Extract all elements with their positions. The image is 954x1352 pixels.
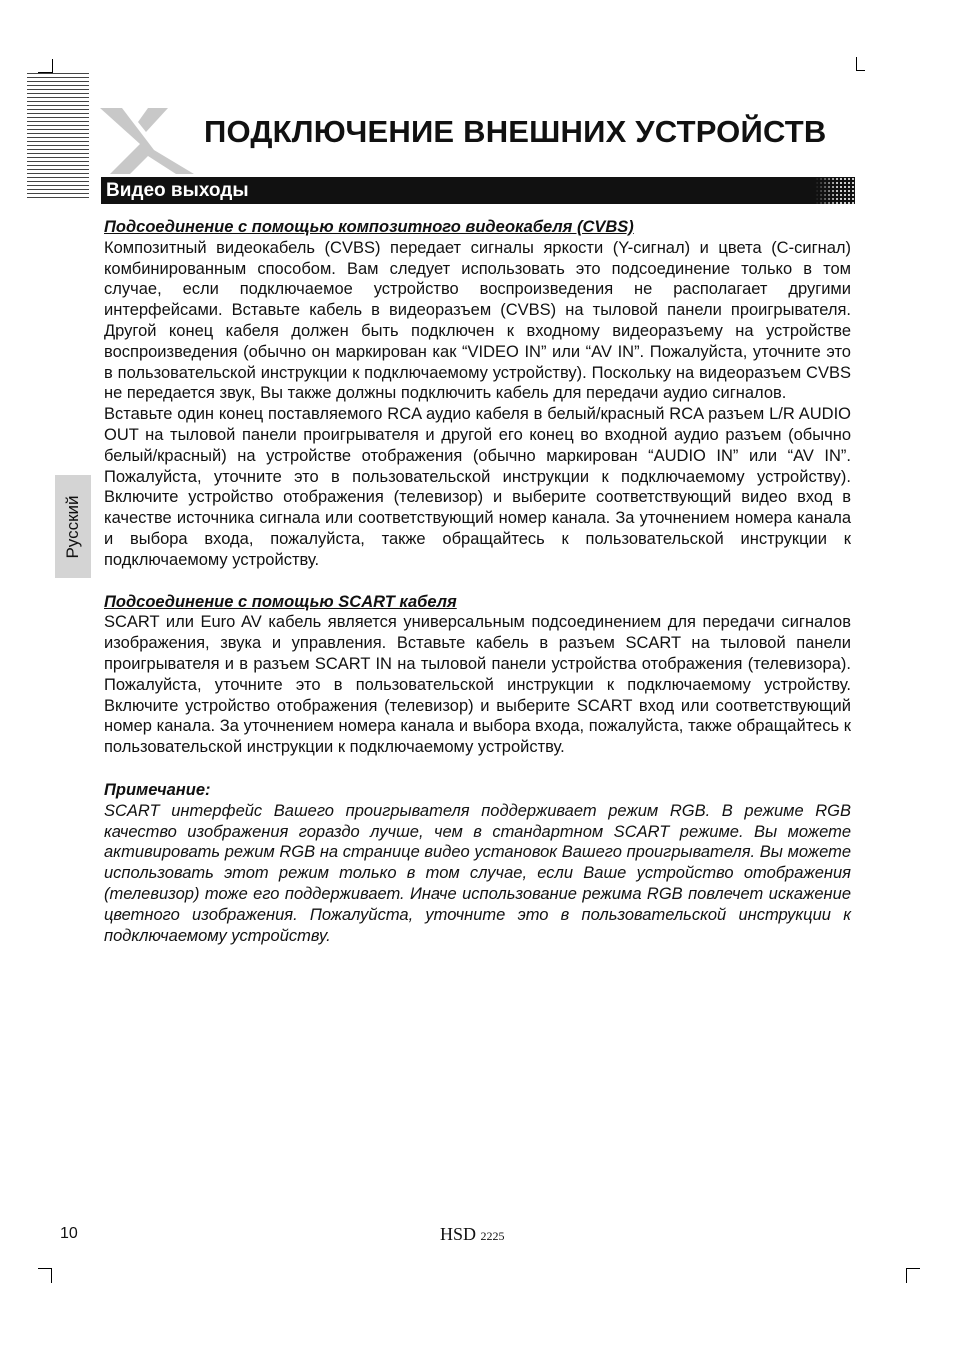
section-title: Видео выходы	[106, 180, 249, 201]
crop-mark-bottom-right-h	[906, 1268, 920, 1269]
cvbs-paragraph-2: Вставьте один конец поставляемого RCA аудио кабеля в белый/красный RCA разъем L/R AUDIO OUT на тыловой панели проигрывателя и другой его конец во входной аудио разъем (обычно белый/красный) на устройстве отображения (обычно маркирован “AUDIO IN” или “AV IN”. Пожалуйста, уточните это в пользовательской инструкции к подключаемому устройству). Включите устройство отображения (телевизор) и выберите соответствующий видео вход в качестве источника сигнала или соответствующий номер канала. За уточнением номера канала и выбора входа, пожалуйста, также обращайтесь к пользовательской инструкции к подключаемому устройству.	[104, 405, 851, 569]
crop-mark-top-right-v	[856, 57, 857, 71]
footer-model-number: 2225	[480, 1229, 505, 1243]
language-side-tab-label: Русский	[63, 494, 82, 559]
scart-paragraph: SCART или Euro AV кабель является универсальным подсоединением для передачи сигналов изображения, звука и управления. Вставьте кабель в разъем SCART на тыловой панели проигрывателя и в разъем SCART IN на тыловой панели устройства отображения (телевизора). Пожалуйста, уточните это в пользовательской инструкции к подключаемому устройству. Включите устройство отображения (телевизор) и выберите SCART вход или соответствующий номер канала. За уточнением номера канала и выбора входа, пожалуйста, также обращайтесь к пользовательской инструкции к подключаемому устройству.	[104, 613, 851, 757]
spacer	[104, 758, 851, 780]
main-content	[104, 217, 851, 946]
cvbs-heading: Подсоединение с помощью композитного видеокабеля (CVBS)	[104, 218, 634, 236]
note-text: SCART интерфейс Вашего проигрывателя поддерживает режим RGB. В режиме RGB качество изображения гораздо лучше, чем в стандартном SCART режиме. Вы можете активировать режим RGB на странице видео установок Вашего проигрывателя. Вы можете использовать этот режим только в том случае, если Ваше устройство отображения (телевизор) тоже его поддерживает. Иначе использование режима RGB повлечет искажение цветного изображения. Пожалуйста, уточните это в пользовательской инструкции к подключаемому устройству.	[104, 801, 851, 945]
header-stripes-decoration	[27, 73, 89, 201]
crop-mark-bottom-left-v	[51, 1268, 52, 1283]
crop-mark-top-left-v	[52, 59, 53, 73]
crop-mark-bottom-right-v	[906, 1268, 907, 1283]
footer-model-name: HSD	[440, 1224, 477, 1244]
page-title: ПОДКЛЮЧЕНИЕ ВНЕШНИХ УСТРОЙСТВ	[204, 114, 827, 149]
cvbs-paragraph-1: Композитный видеокабель (CVBS) передает сигналы яркости (Y-сигнал) и цвета (C-сигнал) комбинированным способом. Вам следует использовать это подсоединение только в том случае, если подключаемое устройство воспроизведения не располагает другими интерфейсами. Вставьте кабель в видеоразъем (CVBS) на тыловой панели проигрывателя. Другой конец кабеля должен быть подключен к входному видеоразъему на устройстве воспроизведения (обычно он маркирован как “VIDEO IN” или “AV IN”. Пожалуйста, уточните это в пользовательской инструкции к подключаемому устройству). Поскольку на видеоразъем CVBS не передается звук, Вы также должны подключить кабель для передачи аудио сигналов.	[104, 238, 851, 403]
footer-model-label	[440, 1224, 505, 1245]
section-header-bar	[101, 177, 855, 204]
page-number: 10	[60, 1225, 78, 1242]
x-logo-icon	[94, 104, 198, 176]
scart-heading: Подсоединение с помощью SCART кабеля	[104, 592, 457, 611]
section-bar-dots-decoration	[815, 177, 855, 204]
language-side-tab	[55, 475, 91, 578]
note-heading: Примечание:	[104, 780, 211, 799]
crop-mark-top-right-h	[856, 70, 865, 71]
crop-mark-bottom-left-h	[38, 1268, 52, 1269]
spacer	[104, 571, 851, 592]
